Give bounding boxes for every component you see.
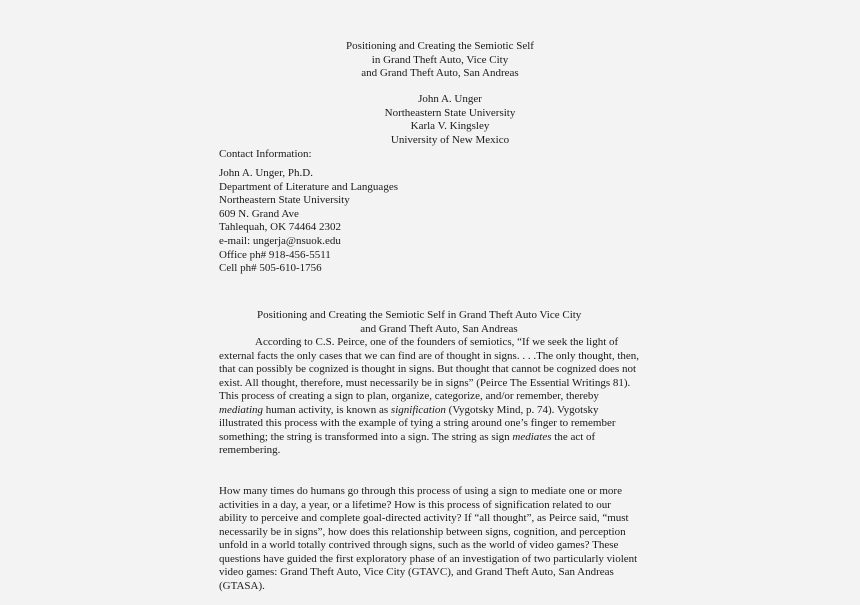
author-affiliation-2: University of New Mexico — [390, 133, 510, 146]
contact-label: Contact Information: — [219, 148, 312, 160]
contact-line: Northeastern State University — [219, 194, 350, 207]
contact-line: Cell ph# 505-610-1756 — [219, 262, 322, 275]
contact-line: Department of Literature and Languages — [219, 180, 398, 193]
contact-line: Office ph# 918-456-5511 — [219, 248, 331, 261]
title-line-3: and Grand Theft Auto, San Andreas — [361, 67, 519, 80]
contact-line: John A. Unger, Ph.D. — [219, 167, 313, 179]
author-block — [0, 93, 860, 147]
title-line-1: Positioning and Creating the Semiotic Self — [346, 40, 534, 52]
contact-line: Tahlequah, OK 74464 2302 — [219, 221, 342, 234]
contact-line: 609 N. Grand Ave — [219, 207, 299, 220]
body-title — [219, 309, 639, 336]
author-name-2: Karla V. Kingsley — [410, 120, 490, 133]
p1-emphasis-signification: signification — [390, 403, 446, 416]
p1-text-b: human activity, is known as — [263, 403, 391, 416]
p1-emphasis-mediates: mediates — [512, 430, 552, 443]
paper-title — [0, 40, 860, 81]
p1-emphasis-mediating: mediating — [219, 403, 263, 416]
contact-email: e-mail: ungerja@nsuok.edu — [219, 234, 341, 247]
body-title-line-1: Positioning and Creating the Semiotic Self in Grand Theft Auto Vice City — [257, 309, 582, 321]
body-title-line-2: and Grand Theft Auto, San Andreas — [360, 322, 518, 335]
author-name-1: John A. Unger — [418, 93, 482, 105]
p1-text-a: According to C.S. Peirce, one of the founders of semiotics, “If we seek the light of external facts the only cases that we can find are of thought in signs. . . .The only thought, then, that can possibly be cognized is thought in signs. But thought that cannot be cognized does not exist. All thought, therefore, must necessarily be in signs” (Peirce The Essential Writings 81). This process of creating a sign to plan, organize, categorize, and/or remember, thereby — [219, 336, 640, 403]
p1-text-c: (Vygotsky Mind, p. 74). Vygotsky illustrated this process with the example of tying a string around one’s finger to remember something; the string is transformed into a sign. The string as sign — [219, 403, 616, 443]
contact-block — [219, 167, 398, 276]
title-line-2: in Grand Theft Auto, Vice City — [371, 53, 509, 66]
p1-text-d: the act of remembering. — [219, 430, 596, 457]
author-affiliation-1: Northeastern State University — [384, 106, 516, 119]
paragraph-1 — [219, 336, 641, 458]
paragraph-2: How many times do humans go through this process of using a sign to mediate one or more activities in a day, a year, or a lifetime? How is this process of signification related to our ability to perceive and complete goal-directed activity? If “all thought”, as Peirce said, “must necessarily be in signs”, how does this relationship between signs, cognition, and perception unfold in a world totally contrived through signs, such as the world of video games? These questions have guided the first exploratory phase of an investigation of two particularly violent video games: Grand Theft Auto, Vice City (GTAVC), and Grand Theft Auto, San Andreas (GTASA). — [219, 485, 638, 592]
